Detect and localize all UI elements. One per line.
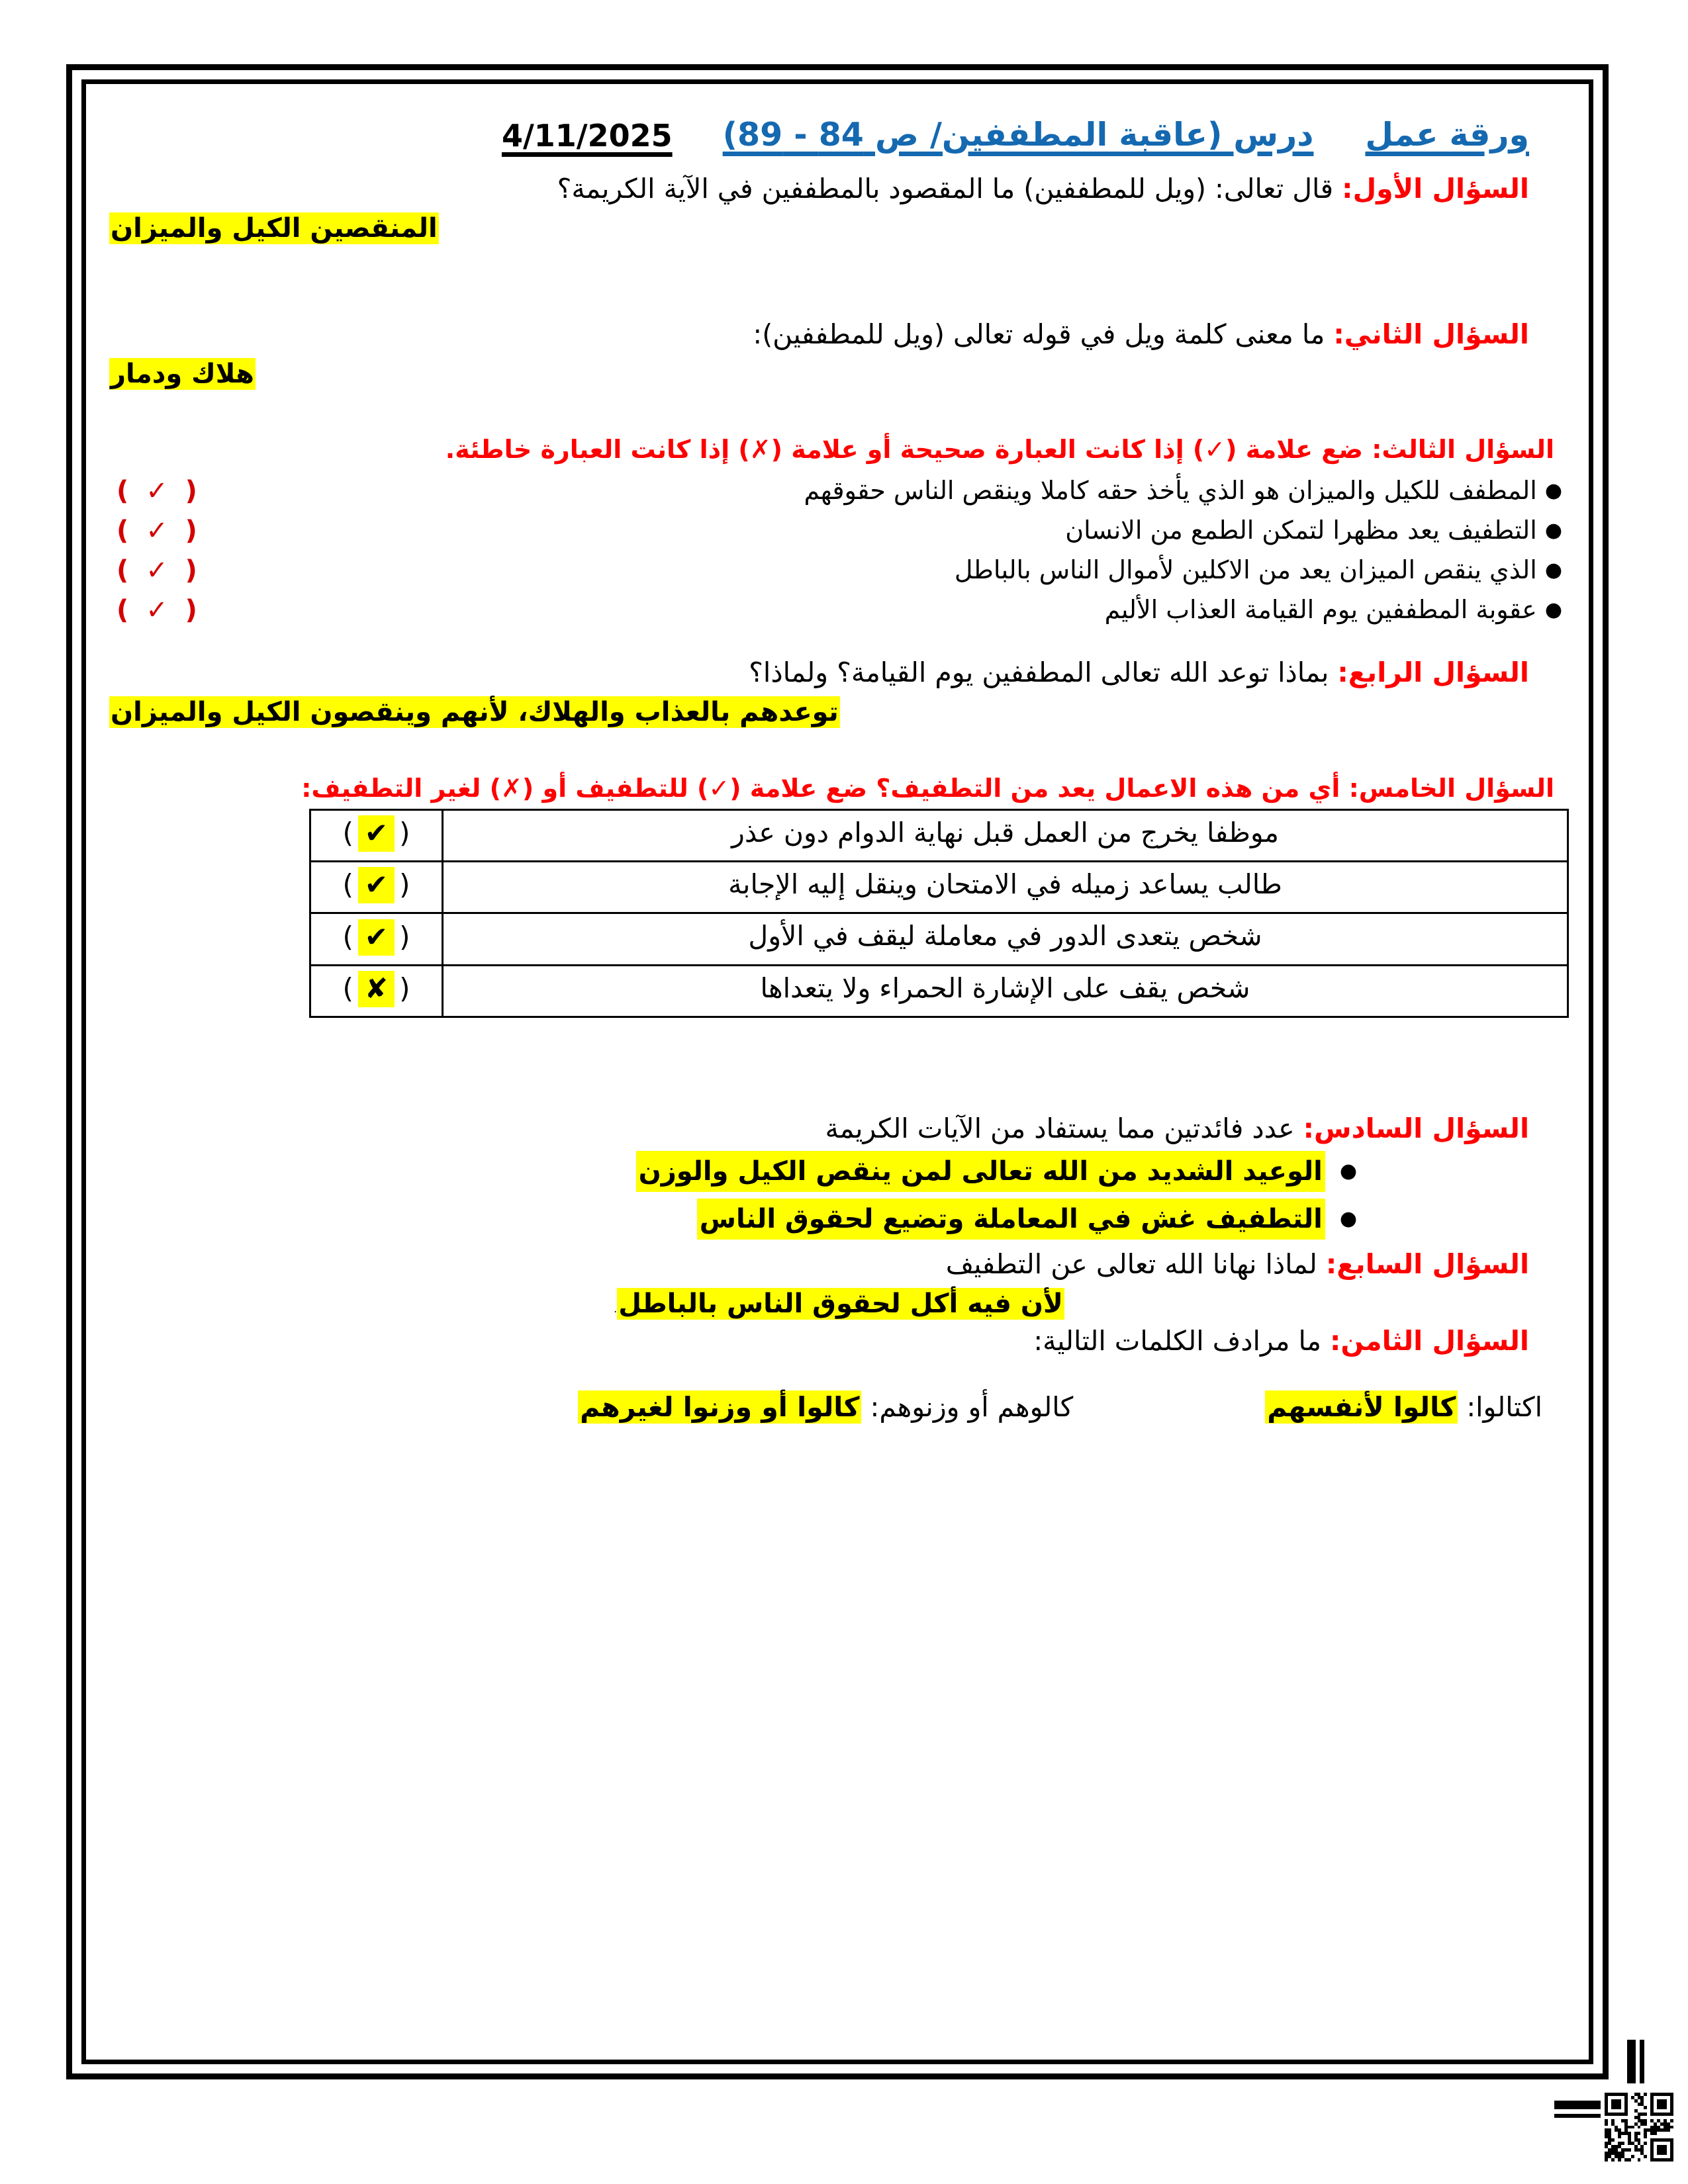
vocab-entry xyxy=(1265,1390,1542,1425)
qr-bars-icon xyxy=(1622,2040,1644,2083)
question-2-answer-wrap xyxy=(109,355,1569,393)
question-6 xyxy=(109,1111,1569,1240)
question-6-line xyxy=(109,1111,1569,1147)
table-cell-statement: شخص يقف على الإشارة الحمراء ولا يتعداها xyxy=(443,965,1568,1017)
question-2 xyxy=(109,316,1569,393)
answer-mark: ✘ xyxy=(358,971,395,1007)
question-7 xyxy=(109,1246,1569,1323)
spacer xyxy=(109,635,1569,655)
question-4-label: السؤال الرابع: xyxy=(1337,656,1529,688)
list-item-text: المطفف للكيل والميزان هو الذي يأخذ حقه كاملا وينقص الناس حقوقهم xyxy=(804,476,1537,506)
question-3 xyxy=(109,433,1569,625)
question-1-label: السؤال الأول: xyxy=(1342,173,1529,205)
table-cell-statement: طالب يساعد زميله في الامتحان وينقل إليه الإجابة xyxy=(443,862,1568,913)
table-row xyxy=(310,913,1568,965)
question-6-text: عدد فائدتين مما يستفاد من الآيات الكريمة xyxy=(825,1112,1303,1144)
table-row xyxy=(310,862,1568,913)
question-5-table xyxy=(309,809,1569,1018)
list-item xyxy=(109,1151,1569,1192)
question-4-answer-wrap xyxy=(109,694,1569,731)
table-cell-mark xyxy=(310,965,443,1017)
list-item xyxy=(109,476,1569,506)
paren-close: ) xyxy=(399,817,410,850)
paren-open: ( xyxy=(342,868,353,901)
vocab-answer: كالوا أو وزنوا لغيرهم xyxy=(578,1390,861,1424)
table-cell-statement: موظفا يخرج من العمل قبل نهاية الدوام دون عذر xyxy=(443,809,1568,861)
worksheet-content xyxy=(109,116,1569,2028)
question-7-answer: لأن فيه أكل لحقوق الناس بالباطل xyxy=(618,1288,1063,1319)
header-lesson-title: درس (عاقبة المطففين/ ص 84 - 89) xyxy=(722,116,1314,154)
paren-open: ( xyxy=(342,972,353,1005)
list-item xyxy=(109,516,1569,546)
question-6-answer-list xyxy=(109,1151,1569,1240)
spacer xyxy=(109,1018,1569,1111)
question-7-trailing-dot: . xyxy=(614,1302,618,1315)
list-item-text: الذي ينقص الميزان يعد من الاكلين لأموال الناس بالباطل xyxy=(954,555,1537,585)
vocab-answer: كالوا لأنفسهم xyxy=(1265,1390,1458,1424)
question-3-list xyxy=(109,476,1569,625)
question-1-line xyxy=(109,171,1569,207)
answer-mark: ( ✓ ) xyxy=(117,515,201,546)
paren-close: ) xyxy=(399,920,410,953)
paren-close: ) xyxy=(399,972,410,1005)
question-6-answer: الوعيد الشديد من الله تعالى لمن ينقص الكيل والوزن xyxy=(636,1151,1325,1192)
bullet-icon: ● xyxy=(1544,478,1562,502)
spacer xyxy=(109,731,1569,772)
vocab-entry xyxy=(578,1390,1073,1425)
list-item-text: التطفيف يعد مظهرا لتمكن الطمع من الانسان xyxy=(1065,516,1537,545)
bullet-icon: ● xyxy=(1339,1206,1357,1230)
bullet-icon: ● xyxy=(1544,518,1562,542)
list-item xyxy=(109,595,1569,625)
question-7-line xyxy=(109,1246,1569,1283)
qr-dash-icon xyxy=(1554,2101,1601,2118)
bullet-icon: ● xyxy=(1339,1159,1357,1183)
paren-close: ) xyxy=(399,868,410,901)
answer-mark: ✔ xyxy=(358,919,395,956)
table-cell-mark xyxy=(310,862,443,913)
worksheet-header xyxy=(109,116,1569,154)
question-1-answer: المنقصين الكيل والميزان xyxy=(111,212,438,244)
list-item-text: عقوبة المطففين يوم القيامة العذاب الأليم xyxy=(1104,595,1537,625)
bullet-icon: ● xyxy=(1544,558,1562,582)
qr-code xyxy=(1570,2040,1673,2172)
vocab-term: اكتالوا: xyxy=(1458,1390,1542,1423)
question-1-text: قال تعالى: (ويل للمطففين) ما المقصود بالمطففين في الآية الكريمة؟ xyxy=(557,173,1342,205)
question-2-answer: هلاك ودمار xyxy=(111,358,254,389)
question-8-label: السؤال الثامن: xyxy=(1329,1324,1529,1357)
table-row xyxy=(310,965,1568,1017)
question-8-line xyxy=(109,1323,1569,1359)
spacer xyxy=(109,392,1569,433)
table-cell-statement: شخص يتعدى الدور في معاملة ليقف في الأول xyxy=(443,913,1568,965)
table-row xyxy=(310,809,1568,861)
list-item xyxy=(109,1199,1569,1240)
header-worksheet-label: ورقة عمل xyxy=(1365,116,1529,154)
question-8-vocab-row xyxy=(109,1390,1569,1425)
table-cell-mark xyxy=(310,913,443,965)
question-4-text: بماذا توعد الله تعالى المطففين يوم القيامة؟ ولماذا؟ xyxy=(749,656,1338,688)
paren-open: ( xyxy=(342,817,353,850)
question-5-prompt: السؤال الخامس: أي من هذه الاعمال يعد من التطفيف؟ ضع علامة (✓) للتطفيف أو (✗) لغير التطفيف: xyxy=(301,773,1554,803)
bullet-icon: ● xyxy=(1544,598,1562,621)
answer-mark: ✔ xyxy=(358,867,395,903)
answer-mark: ✔ xyxy=(358,815,395,852)
list-item xyxy=(109,555,1569,586)
paren-open: ( xyxy=(342,920,353,953)
question-2-label: السؤال الثاني: xyxy=(1333,318,1529,350)
question-6-answer: التطفيف غش في المعاملة وتضيع لحقوق الناس xyxy=(697,1199,1325,1240)
question-1-answer-wrap xyxy=(109,210,1569,248)
spacer xyxy=(109,248,1569,316)
answer-mark: ( ✓ ) xyxy=(117,475,201,506)
question-5 xyxy=(109,772,1569,1018)
question-8-text: ما مرادف الكلمات التالية: xyxy=(1033,1324,1330,1357)
answer-mark: ( ✓ ) xyxy=(117,555,201,586)
question-1 xyxy=(109,171,1569,248)
header-date: 4/11/2025 xyxy=(501,118,673,154)
question-4-answer: توعدهم بالعذاب والهلاك، لأنهم وينقصون الكيل والميزان xyxy=(111,696,839,727)
question-3-prompt: السؤال الثالث: ضع علامة (✓) إذا كانت العبارة صحيحة أو علامة (✗) إذا كانت العبارة خاطئة. xyxy=(445,435,1554,465)
question-7-label: السؤال السابع: xyxy=(1325,1248,1529,1280)
question-2-line xyxy=(109,316,1569,353)
question-7-text: لماذا نهانا الله تعالى عن التطفيف xyxy=(945,1248,1326,1280)
question-4 xyxy=(109,655,1569,731)
vocab-term: كالوهم أو وزنوهم: xyxy=(861,1390,1074,1423)
qr-matrix xyxy=(1605,2093,1673,2161)
question-6-label: السؤال السادس: xyxy=(1303,1112,1529,1144)
question-2-text: ما معنى كلمة ويل في قوله تعالى (ويل للمطففين): xyxy=(753,318,1334,350)
question-7-answer-wrap xyxy=(109,1285,1569,1323)
question-4-line xyxy=(109,655,1569,691)
answer-mark: ( ✓ ) xyxy=(117,594,201,625)
table-cell-mark xyxy=(310,809,443,861)
question-8 xyxy=(109,1323,1569,1425)
